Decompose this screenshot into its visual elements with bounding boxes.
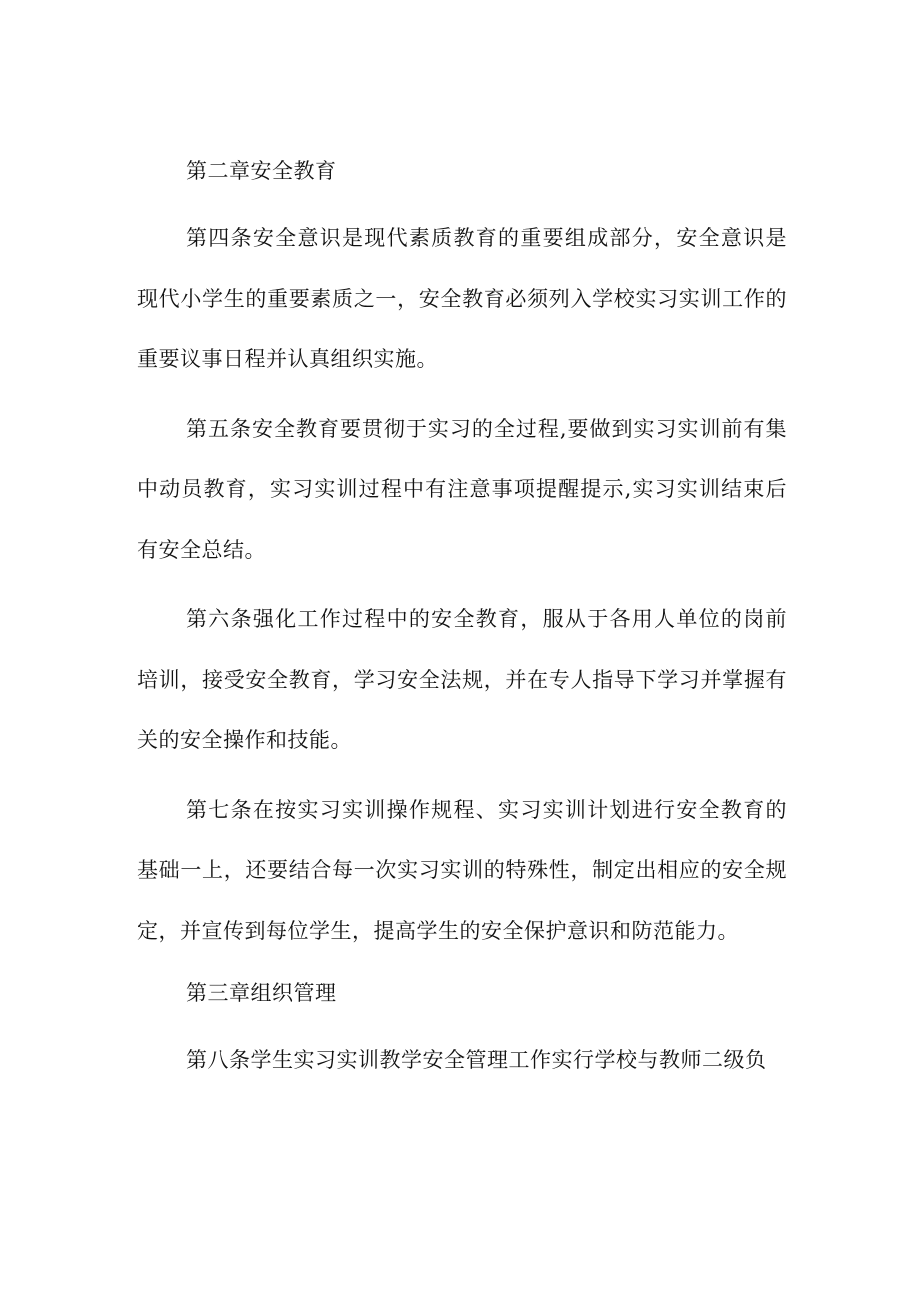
article-7-paragraph: 第七条在按实习实训操作规程、实习实训计划进行安全教育的基础一上，还要结合每一次实习实训的特殊性，制定出相应的安全规定，并宣传到每位学生，提高学生的安全保护意识和防范能力。 <box>137 797 787 943</box>
article-4-paragraph: 第四条安全意识是现代素质教育的重要组成部分，安全意识是现代小学生的重要素质之一，安全教育必须列入学校实习实训工作的重要议事日程并认真组织实施。 <box>137 226 787 371</box>
article-8-paragraph: 第八条学生实习实训教学安全管理工作实行学校与教师二级负 <box>186 1048 767 1072</box>
article-5-paragraph: 第五条安全教育要贯彻于实习的全过程,要做到实习实训前有集中动员教育，实习实训过程中有注意事项提醒提示,实习实训结束后有安全总结。 <box>137 416 787 562</box>
chapter-heading-organization-management: 第三章组织管理 <box>186 981 337 1005</box>
chapter-heading-safety-education: 第二章安全教育 <box>186 159 337 183</box>
document-body <box>137 148 787 1091</box>
article-6-paragraph: 第六条强化工作过程中的安全教育，服从于各用人单位的岗前培训，接受安全教育，学习安全法规，并在专人指导下学习并掌握有关的安全操作和技能。 <box>137 607 787 752</box>
